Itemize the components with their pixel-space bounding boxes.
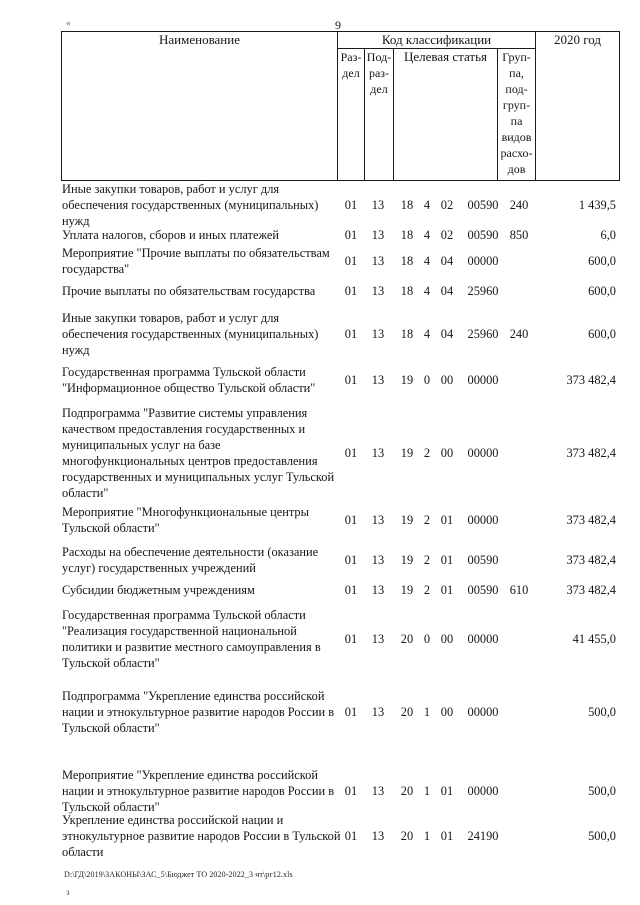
row-code-c5: 04 (440, 284, 454, 298)
row-amount: 41 455,0 (572, 632, 616, 646)
bottom-mark: з (66, 887, 70, 897)
row-code-c5: 02 (440, 228, 454, 242)
row-code-c1: 01 (344, 446, 358, 460)
row-code-c3: 18 (400, 198, 414, 212)
row-code-c4: 1 (423, 829, 431, 843)
row-code-c2: 13 (371, 284, 385, 298)
row-name: Прочие выплаты по обязательствам государства (62, 284, 316, 298)
row-name: Мероприятие "Многофункциональные центры Тульской области" (62, 505, 309, 535)
row-code-c6: 00590 (467, 553, 499, 567)
row-code-c5: 04 (440, 327, 454, 341)
row-code-c1: 01 (344, 284, 358, 298)
row-code-c3: 19 (400, 513, 414, 527)
row-code-c6: 00590 (467, 228, 499, 242)
row-code-c2: 13 (371, 228, 385, 242)
row-amount: 600,0 (588, 254, 616, 268)
row-code-c2: 13 (371, 254, 385, 268)
row-amount: 373 482,4 (566, 513, 616, 527)
row-code-c3: 18 (400, 327, 414, 341)
header-name: Наименование (62, 32, 338, 181)
row-code-c5: 00 (440, 373, 454, 387)
row-code-c1: 01 (344, 632, 358, 646)
row-code-c3: 18 (400, 254, 414, 268)
row-name: Иные закупки товаров, работ и услуг для обеспечения государственных (муниципальных) нужд (62, 182, 319, 228)
row-code-c5: 01 (440, 829, 454, 843)
row-code-c3: 18 (400, 284, 414, 298)
row-code-c4: 4 (423, 198, 431, 212)
file-path-footer: D:\ГД\2019\ЗАКОНЫ\ЗАС_5\Бюджет ТО 2020-2022_3 чт\рг12.xls (64, 870, 293, 879)
row-code-c4: 2 (423, 513, 431, 527)
row-code-c3: 19 (400, 373, 414, 387)
row-code-c6: 00000 (467, 513, 499, 527)
row-code-c4: 4 (423, 327, 431, 341)
row-code-c7: 240 (509, 198, 529, 212)
row-code-c1: 01 (344, 198, 358, 212)
row-code-c5: 02 (440, 198, 454, 212)
row-code-c6: 25960 (467, 327, 499, 341)
row-code-c2: 13 (371, 829, 385, 843)
row-amount: 1 439,5 (578, 198, 616, 212)
row-code-c1: 01 (344, 373, 358, 387)
row-code-c3: 19 (400, 553, 414, 567)
row-code-c1: 01 (344, 327, 358, 341)
row-name: Расходы на обеспечение деятельности (оказание услуг) государственных учреждений (62, 545, 319, 575)
row-code-c3: 20 (400, 829, 414, 843)
row-name: Государственная программа Тульской области "Реализация государственной национальной политики и развитие местного самоуправления в Тульской области" (62, 608, 321, 670)
row-code-c6: 24190 (467, 829, 499, 843)
row-code-c1: 01 (344, 705, 358, 719)
row-code-c4: 2 (423, 583, 431, 597)
row-name: Мероприятие "Прочие выплаты по обязательствам государства" (62, 246, 330, 276)
header-podrazdel: Под- раз- дел (365, 49, 394, 181)
row-code-c4: 4 (423, 284, 431, 298)
row-code-c6: 00000 (467, 784, 499, 798)
header-razdel: Раз- дел (338, 49, 365, 181)
page-number: 9 (335, 18, 341, 32)
row-code-c1: 01 (344, 829, 358, 843)
row-code-c2: 13 (371, 583, 385, 597)
header-classification: Код классификации (338, 32, 536, 49)
row-code-c3: 19 (400, 446, 414, 460)
row-code-c1: 01 (344, 583, 358, 597)
header-group: Груп- па, под- груп- па видов расхо- дов (498, 49, 536, 181)
row-code-c3: 20 (400, 784, 414, 798)
row-code-c4: 1 (423, 784, 431, 798)
row-code-c4: 0 (423, 373, 431, 387)
row-name: Подпрограмма "Развитие системы управления качеством предоставления государственных и муниципальных услуг на базе многофункциональных центров предоставления государственных и муниципальных услуг Тульской области" (62, 406, 335, 500)
stray-mark: « (66, 18, 71, 28)
row-code-c5: 00 (440, 705, 454, 719)
row-code-c2: 13 (371, 553, 385, 567)
row-amount: 373 482,4 (566, 583, 616, 597)
row-code-c1: 01 (344, 553, 358, 567)
row-amount: 373 482,4 (566, 446, 616, 460)
row-code-c4: 4 (423, 254, 431, 268)
row-code-c5: 01 (440, 513, 454, 527)
row-code-c6: 00000 (467, 705, 499, 719)
row-code-c3: 19 (400, 583, 414, 597)
row-name: Мероприятие "Укрепление единства российской нации и этнокультурное развитие народов России в Тульской области" (62, 768, 335, 814)
row-code-c5: 01 (440, 583, 454, 597)
row-code-c7: 240 (509, 327, 529, 341)
row-amount: 600,0 (588, 327, 616, 341)
row-code-c5: 00 (440, 446, 454, 460)
row-code-c6: 00000 (467, 254, 499, 268)
row-code-c2: 13 (371, 198, 385, 212)
row-code-c2: 13 (371, 513, 385, 527)
row-amount: 600,0 (588, 284, 616, 298)
row-code-c2: 13 (371, 705, 385, 719)
row-code-c2: 13 (371, 784, 385, 798)
row-code-c5: 01 (440, 784, 454, 798)
row-amount: 500,0 (588, 829, 616, 843)
row-code-c6: 00000 (467, 632, 499, 646)
row-amount: 373 482,4 (566, 553, 616, 567)
header-table (61, 31, 620, 181)
header-year: 2020 год (536, 32, 620, 181)
row-code-c4: 2 (423, 553, 431, 567)
row-code-c1: 01 (344, 784, 358, 798)
row-code-c6: 00590 (467, 198, 499, 212)
row-code-c7: 610 (509, 583, 529, 597)
row-amount: 373 482,4 (566, 373, 616, 387)
row-code-c5: 04 (440, 254, 454, 268)
row-name: Иные закупки товаров, работ и услуг для обеспечения государственных (муниципальных) нужд (62, 311, 319, 357)
row-code-c6: 00000 (467, 373, 499, 387)
row-amount: 500,0 (588, 705, 616, 719)
row-code-c5: 01 (440, 553, 454, 567)
row-code-c2: 13 (371, 632, 385, 646)
row-code-c6: 25960 (467, 284, 499, 298)
row-amount: 500,0 (588, 784, 616, 798)
row-code-c4: 4 (423, 228, 431, 242)
row-code-c3: 18 (400, 228, 414, 242)
row-name: Субсидии бюджетным учреждениям (62, 583, 255, 597)
row-name: Государственная программа Тульской области "Информационное общество Тульской области" (62, 365, 316, 395)
row-code-c3: 20 (400, 705, 414, 719)
row-code-c1: 01 (344, 254, 358, 268)
row-code-c2: 13 (371, 446, 385, 460)
row-code-c5: 00 (440, 632, 454, 646)
row-code-c2: 13 (371, 327, 385, 341)
row-name: Укрепление единства российской нации и этнокультурное развитие народов России в Тульской области (62, 813, 341, 859)
row-code-c1: 01 (344, 228, 358, 242)
row-code-c6: 00590 (467, 583, 499, 597)
row-code-c7: 850 (509, 228, 529, 242)
row-code-c1: 01 (344, 513, 358, 527)
row-code-c3: 20 (400, 632, 414, 646)
row-code-c2: 13 (371, 373, 385, 387)
row-amount: 6,0 (600, 228, 616, 242)
row-code-c4: 0 (423, 632, 431, 646)
header-target: Целевая статья (394, 49, 498, 181)
row-name: Уплата налогов, сборов и иных платежей (62, 228, 280, 242)
row-code-c4: 2 (423, 446, 431, 460)
row-name: Подпрограмма "Укрепление единства российской нации и этнокультурное развитие народов России в Тульской области" (62, 689, 335, 735)
row-code-c6: 00000 (467, 446, 499, 460)
row-code-c4: 1 (423, 705, 431, 719)
